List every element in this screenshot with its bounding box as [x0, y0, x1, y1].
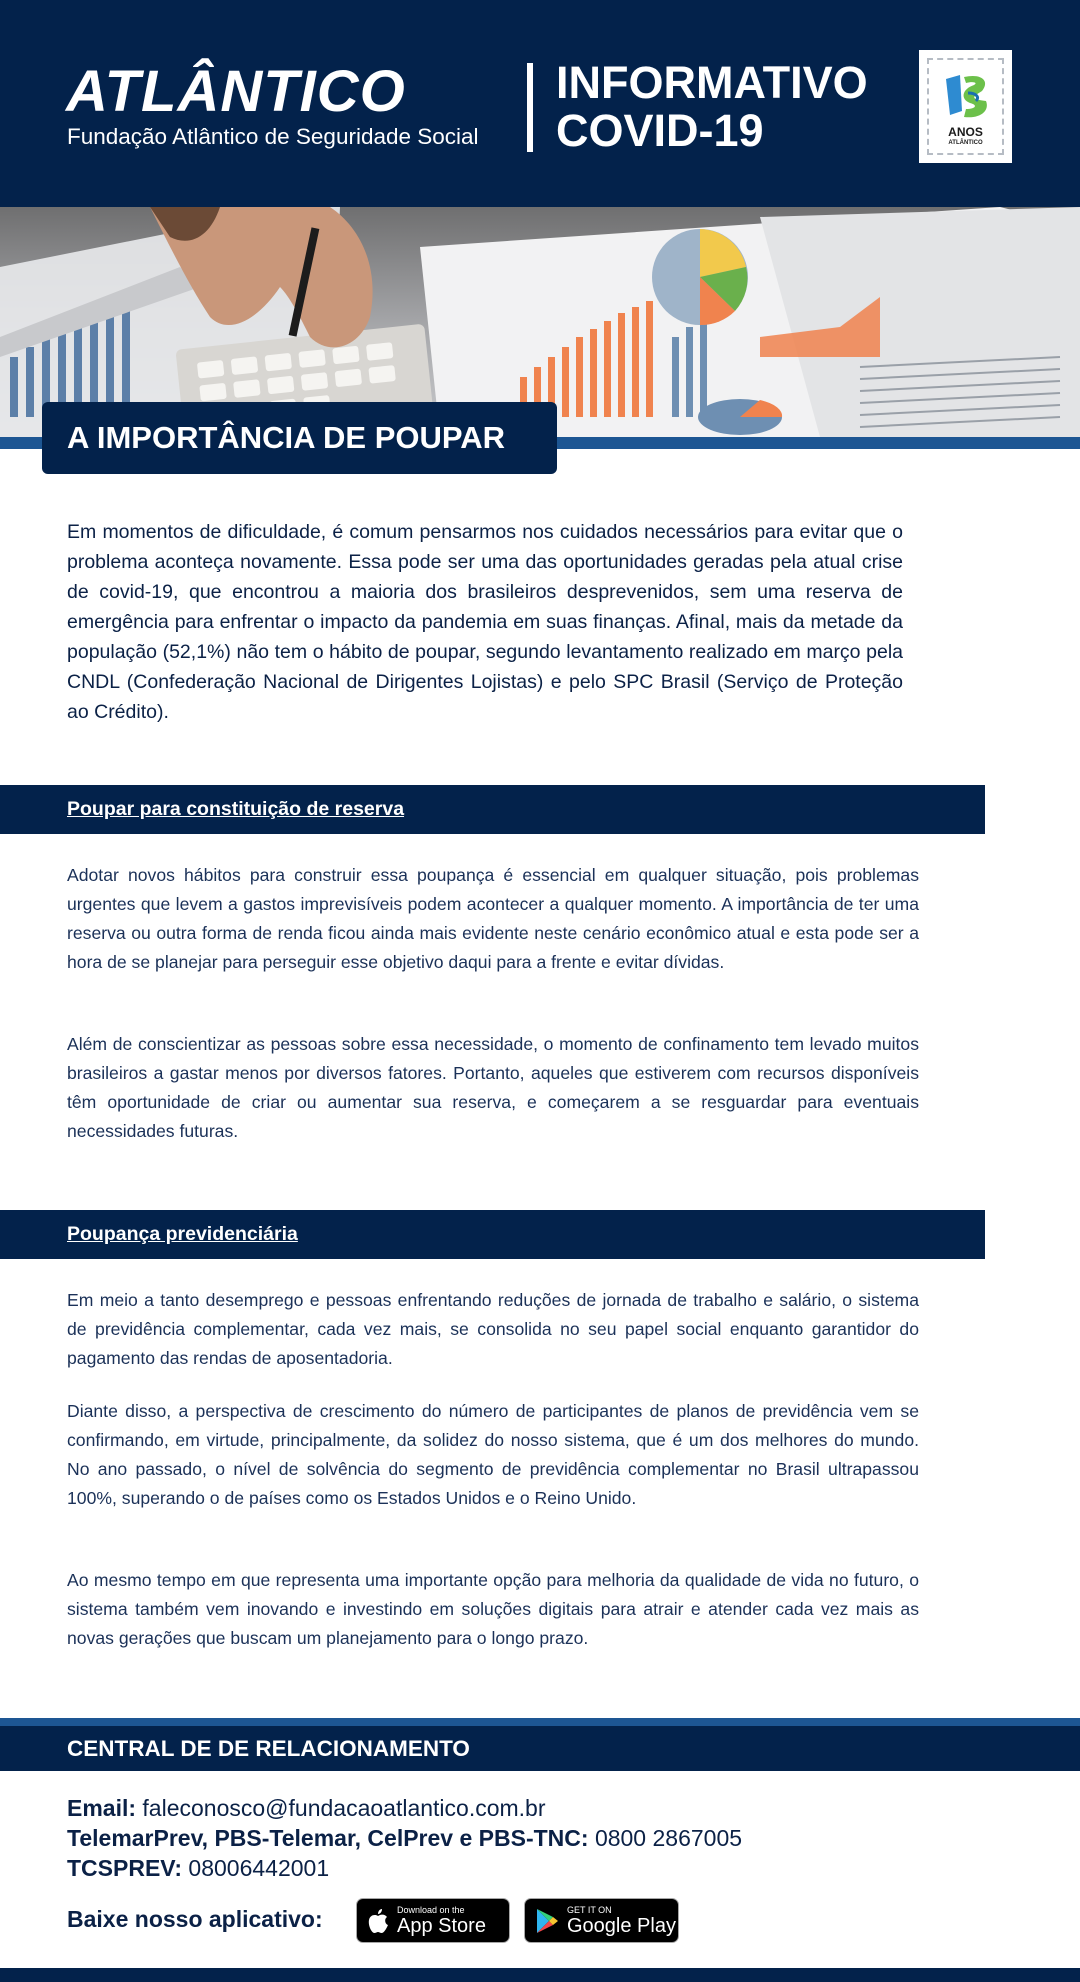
tcsprev-phone[interactable]: 08006442001 — [188, 1855, 330, 1881]
section-heading-previdenciaria: Poupança previdenciária — [67, 1223, 298, 1245]
section-heading-bar-reserva — [0, 785, 985, 834]
section-previdenciaria-paragraph-1: Em meio a tanto desemprego e pessoas enfrentando reduções de jornada de trabalho e salário, o sistema de previdência complementar, cada vez mais, se consolida no seu papel social enquanto garantidor do pagamento das rendas de aposentadoria. — [67, 1290, 919, 1368]
section-reserva-paragraph-2: Além de conscientizar as pessoas sobre essa necessidade, o momento de confinamento tem levado muitos brasileiros a gastar menos por diversos fatores. Portanto, aqueles que estiverem com recursos disponíveis têm oportunidade de criar ou aumentar sua reserva, e começarem a se resguardar para eventuais necessidades futuras. — [67, 1034, 919, 1141]
section-previdenciaria-paragraph-2: Diante disso, a perspectiva de crescimento do número de participantes de planos de previdência vem se confirmando, em virtude, principalmente, da solidez do nosso sistema, que é um dos melhores do mundo. No ano passado, o nível de solvência do segmento de previdência complementar no Brasil ultrapassou 100%, superando o de países como os Estados Unidos e o Reino Unido. — [67, 1401, 919, 1508]
app-store-big-text: App Store — [397, 1914, 486, 1937]
plans-label: TelemarPrev, PBS-Telemar, CelPrev e PBS-TNC: — [67, 1825, 589, 1851]
google-play-button[interactable] — [524, 1898, 679, 1943]
app-store-small-text: Download on the — [397, 1904, 465, 1915]
anniversary-badge — [919, 50, 1012, 163]
google-play-small-text: GET IT ON — [567, 1904, 612, 1915]
bottom-bar — [0, 1968, 1080, 1982]
plans-phone[interactable]: 0800 2867005 — [594, 1825, 743, 1851]
app-download-label: Baixe nosso aplicativo: — [67, 1906, 323, 1932]
google-play-icon — [535, 1908, 559, 1934]
badge-anos-text: ANOS — [948, 125, 983, 139]
section-reserva-paragraph-1: Adotar novos hábitos para construir essa poupança é essencial em qualquer situação, pois problemas urgentes que levem a gastos imprevisíveis podem acontecer a qualquer momento. A importância de ter uma reserva ou outra forma de renda ficou ainda mais evidente neste cenário econômico atual e esta pode ser a hora de se planejar para perseguir esse objetivo daqui para a frente e evitar dívidas. — [67, 865, 919, 972]
badge-stamp-border — [927, 58, 1004, 155]
email-link[interactable]: faleconosco@fundacaoatlantico.com.br — [142, 1795, 546, 1821]
intro-paragraph: Em momentos de dificuldade, é comum pensarmos nos cuidados necessários para evitar que o problema aconteça novamente. Essa pode ser uma das oportunidades geradas pela atual crise de covid-19, que encontrou a maioria dos brasileiros desprevenidos, sem uma reserva de emergência para enfrentar o impacto da pandemia em suas finanças. Afinal, mais da metade da população (52,1%) não tem o hábito de poupar, segundo levantamento realizado em março pela CNDL (Confederação Nacional de Dirigentes Lojistas) e pelo SPC Brasil (Serviço de Proteção ao Crédito). — [67, 521, 903, 723]
apple-icon — [367, 1908, 389, 1934]
section-heading-bar-previdenciaria — [0, 1210, 985, 1259]
app-store-button[interactable] — [356, 1898, 510, 1943]
contact-plans-line — [67, 1823, 742, 1853]
newsletter-title — [556, 59, 868, 155]
header-divider — [527, 63, 533, 152]
header-banner — [0, 0, 1080, 207]
contact-tcsprev-line — [67, 1853, 329, 1883]
footer-stripe — [0, 1718, 1080, 1726]
google-play-big-text: Google Play — [567, 1914, 676, 1937]
newsletter-title-line1: INFORMATIVO — [556, 57, 868, 108]
anniversary-number-icon — [942, 71, 994, 123]
badge-brand-text: ATLÂNTICO — [948, 140, 983, 146]
footer-heading: CENTRAL DE DE RELACIONAMENTO — [67, 1736, 470, 1761]
footer-heading-bar — [0, 1726, 1080, 1771]
email-label: Email: — [67, 1795, 137, 1821]
section-previdenciaria-paragraph-3: Ao mesmo tempo em que representa uma importante opção para melhoria da qualidade de vida no futuro, o sistema também vem inovando e investindo em soluções digitais para atrair e atender cada vez mais as novas gerações que buscam um planejamento para o longo prazo. — [67, 1570, 919, 1648]
article-title: A IMPORTÂNCIA DE POUPAR — [42, 402, 557, 474]
logo-wordmark: ATLÂNTICO — [66, 59, 406, 124]
contact-email-line — [67, 1793, 546, 1823]
tcsprev-label: TCSPREV: — [67, 1855, 183, 1881]
section-heading-reserva: Poupar para constituição de reserva — [67, 798, 405, 820]
newsletter-title-line2: COVID-19 — [556, 105, 764, 156]
logo-subtitle: Fundação Atlântico de Seguridade Social — [67, 124, 479, 149]
